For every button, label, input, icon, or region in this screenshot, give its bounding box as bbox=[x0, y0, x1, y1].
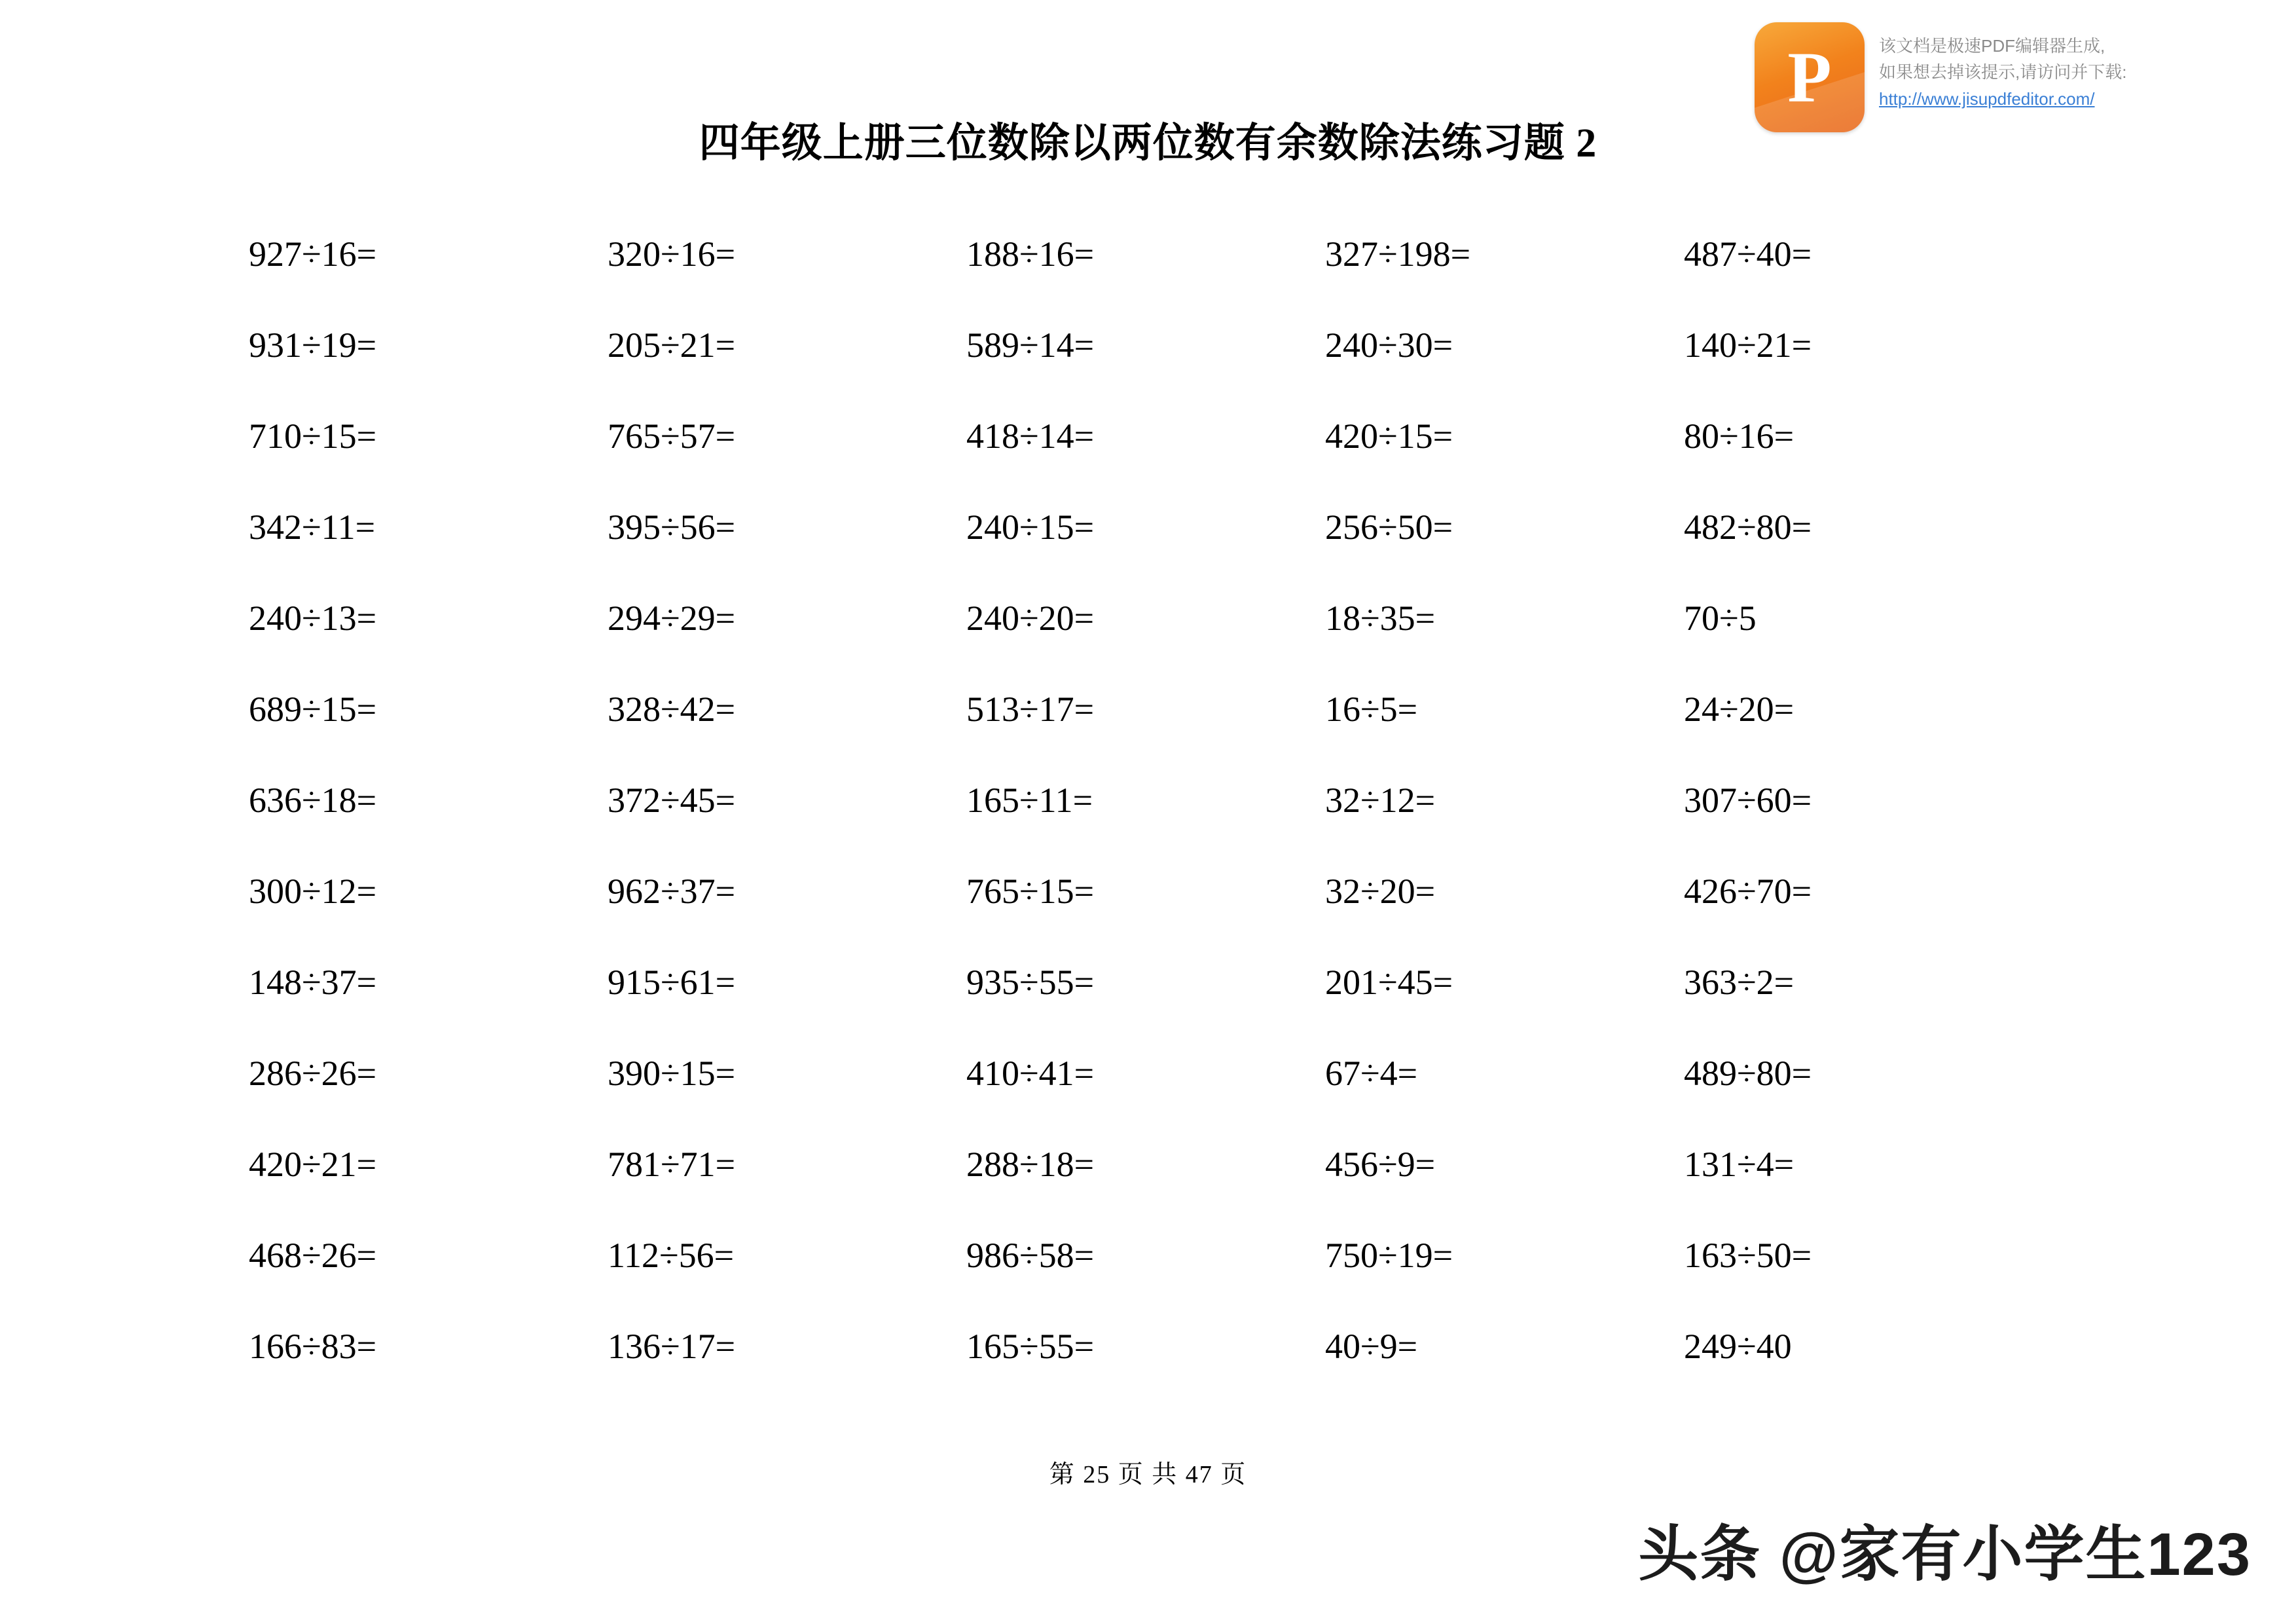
problem-item: 986÷58= bbox=[966, 1235, 1095, 1275]
problem-item: 765÷57= bbox=[608, 416, 736, 456]
problem-item: 40÷9= bbox=[1325, 1326, 1418, 1366]
problem-item: 489÷80= bbox=[1684, 1053, 1812, 1093]
problem-item: 32÷20= bbox=[1325, 871, 1436, 911]
problem-item: 420÷21= bbox=[249, 1144, 377, 1184]
problem-item: 240÷30= bbox=[1325, 325, 1453, 365]
problem-item: 487÷40= bbox=[1684, 234, 1812, 274]
problem-item: 456÷9= bbox=[1325, 1144, 1436, 1184]
problem-row bbox=[249, 754, 1951, 845]
problem-row bbox=[249, 936, 1951, 1027]
problem-item: 166÷83= bbox=[249, 1326, 377, 1366]
problem-item: 927÷16= bbox=[249, 234, 377, 274]
problem-item: 24÷20= bbox=[1684, 689, 1795, 729]
problem-item: 300÷12= bbox=[249, 871, 377, 911]
problem-item: 201÷45= bbox=[1325, 962, 1453, 1002]
problem-item: 67÷4= bbox=[1325, 1053, 1418, 1093]
problem-item: 288÷18= bbox=[966, 1144, 1095, 1184]
problem-row bbox=[249, 845, 1951, 936]
problem-item: 689÷15= bbox=[249, 689, 377, 729]
problem-item: 131÷4= bbox=[1684, 1144, 1795, 1184]
problem-item: 410÷41= bbox=[966, 1053, 1095, 1093]
problem-item: 70÷5 bbox=[1684, 598, 1757, 638]
problem-item: 165÷55= bbox=[966, 1326, 1095, 1366]
problem-row bbox=[249, 1118, 1951, 1209]
problem-item: 240÷15= bbox=[966, 507, 1095, 547]
problem-item: 205÷21= bbox=[608, 325, 736, 365]
problem-item: 482÷80= bbox=[1684, 507, 1812, 547]
problem-item: 395÷56= bbox=[608, 507, 736, 547]
problem-row bbox=[249, 572, 1951, 663]
problem-item: 372÷45= bbox=[608, 780, 736, 820]
problem-item: 307÷60= bbox=[1684, 780, 1812, 820]
problem-item: 418÷14= bbox=[966, 416, 1095, 456]
problem-item: 363÷2= bbox=[1684, 962, 1795, 1002]
problem-grid bbox=[249, 208, 1951, 1392]
problem-item: 390÷15= bbox=[608, 1053, 736, 1093]
problem-item: 148÷37= bbox=[249, 962, 377, 1002]
problem-item: 294÷29= bbox=[608, 598, 736, 638]
problem-item: 240÷13= bbox=[249, 598, 377, 638]
problem-item: 915÷61= bbox=[608, 962, 736, 1002]
problem-item: 935÷55= bbox=[966, 962, 1095, 1002]
problem-item: 931÷19= bbox=[249, 325, 377, 365]
promo-line-2: 如果想去掉该提示,请访问并下载: bbox=[1879, 62, 2127, 83]
problem-row bbox=[249, 1209, 1951, 1301]
problem-item: 165÷11= bbox=[966, 780, 1093, 820]
problem-item: 589÷14= bbox=[966, 325, 1095, 365]
problem-item: 256÷50= bbox=[1325, 507, 1453, 547]
problem-item: 16÷5= bbox=[1325, 689, 1418, 729]
problem-row bbox=[249, 663, 1951, 754]
promo-line-1: 该文档是极速PDF编辑器生成, bbox=[1879, 36, 2105, 56]
jisu-pdf-editor-logo-icon bbox=[1755, 22, 1865, 132]
problem-item: 710÷15= bbox=[249, 416, 377, 456]
problem-item: 420÷15= bbox=[1325, 416, 1453, 456]
problem-item: 32÷12= bbox=[1325, 780, 1436, 820]
problem-row bbox=[249, 1027, 1951, 1118]
problem-item: 426÷70= bbox=[1684, 871, 1812, 911]
problem-item: 286÷26= bbox=[249, 1053, 377, 1093]
problem-item: 80÷16= bbox=[1684, 416, 1795, 456]
problem-item: 765÷15= bbox=[966, 871, 1095, 911]
problem-item: 112÷56= bbox=[608, 1235, 735, 1275]
problem-item: 327÷198= bbox=[1325, 234, 1471, 274]
problem-row bbox=[249, 299, 1951, 390]
channel-watermark: 头条 @家有小学生123 bbox=[1638, 1521, 2251, 1588]
problem-item: 140÷21= bbox=[1684, 325, 1812, 365]
problem-item: 188÷16= bbox=[966, 234, 1095, 274]
problem-item: 781÷71= bbox=[608, 1144, 736, 1184]
problem-item: 240÷20= bbox=[966, 598, 1095, 638]
promo-download-link[interactable]: http://www.jisupdfeditor.com/ bbox=[1879, 88, 2095, 109]
problem-row bbox=[249, 208, 1951, 299]
problem-item: 750÷19= bbox=[1325, 1235, 1453, 1275]
problem-item: 342÷11= bbox=[249, 507, 376, 547]
problem-item: 513÷17= bbox=[966, 689, 1095, 729]
problem-item: 249÷40 bbox=[1684, 1326, 1792, 1366]
problem-item: 636÷18= bbox=[249, 780, 377, 820]
problem-row bbox=[249, 481, 1951, 572]
problem-item: 163÷50= bbox=[1684, 1235, 1812, 1275]
page-title: 四年级上册三位数除以两位数有余数除法练习题 2 bbox=[699, 121, 1597, 166]
promo-text-block bbox=[1879, 22, 2126, 112]
problem-row bbox=[249, 1301, 1951, 1392]
problem-item: 18÷35= bbox=[1325, 598, 1436, 638]
problem-row bbox=[249, 390, 1951, 481]
page-footer: 第 25 页 共 47 页 bbox=[1049, 1461, 1247, 1488]
problem-item: 328÷42= bbox=[608, 689, 736, 729]
problem-item: 136÷17= bbox=[608, 1326, 736, 1366]
problem-item: 962÷37= bbox=[608, 871, 736, 911]
problem-item: 468÷26= bbox=[249, 1235, 377, 1275]
logo-letter: P bbox=[1787, 37, 1832, 117]
problem-item: 320÷16= bbox=[608, 234, 736, 274]
